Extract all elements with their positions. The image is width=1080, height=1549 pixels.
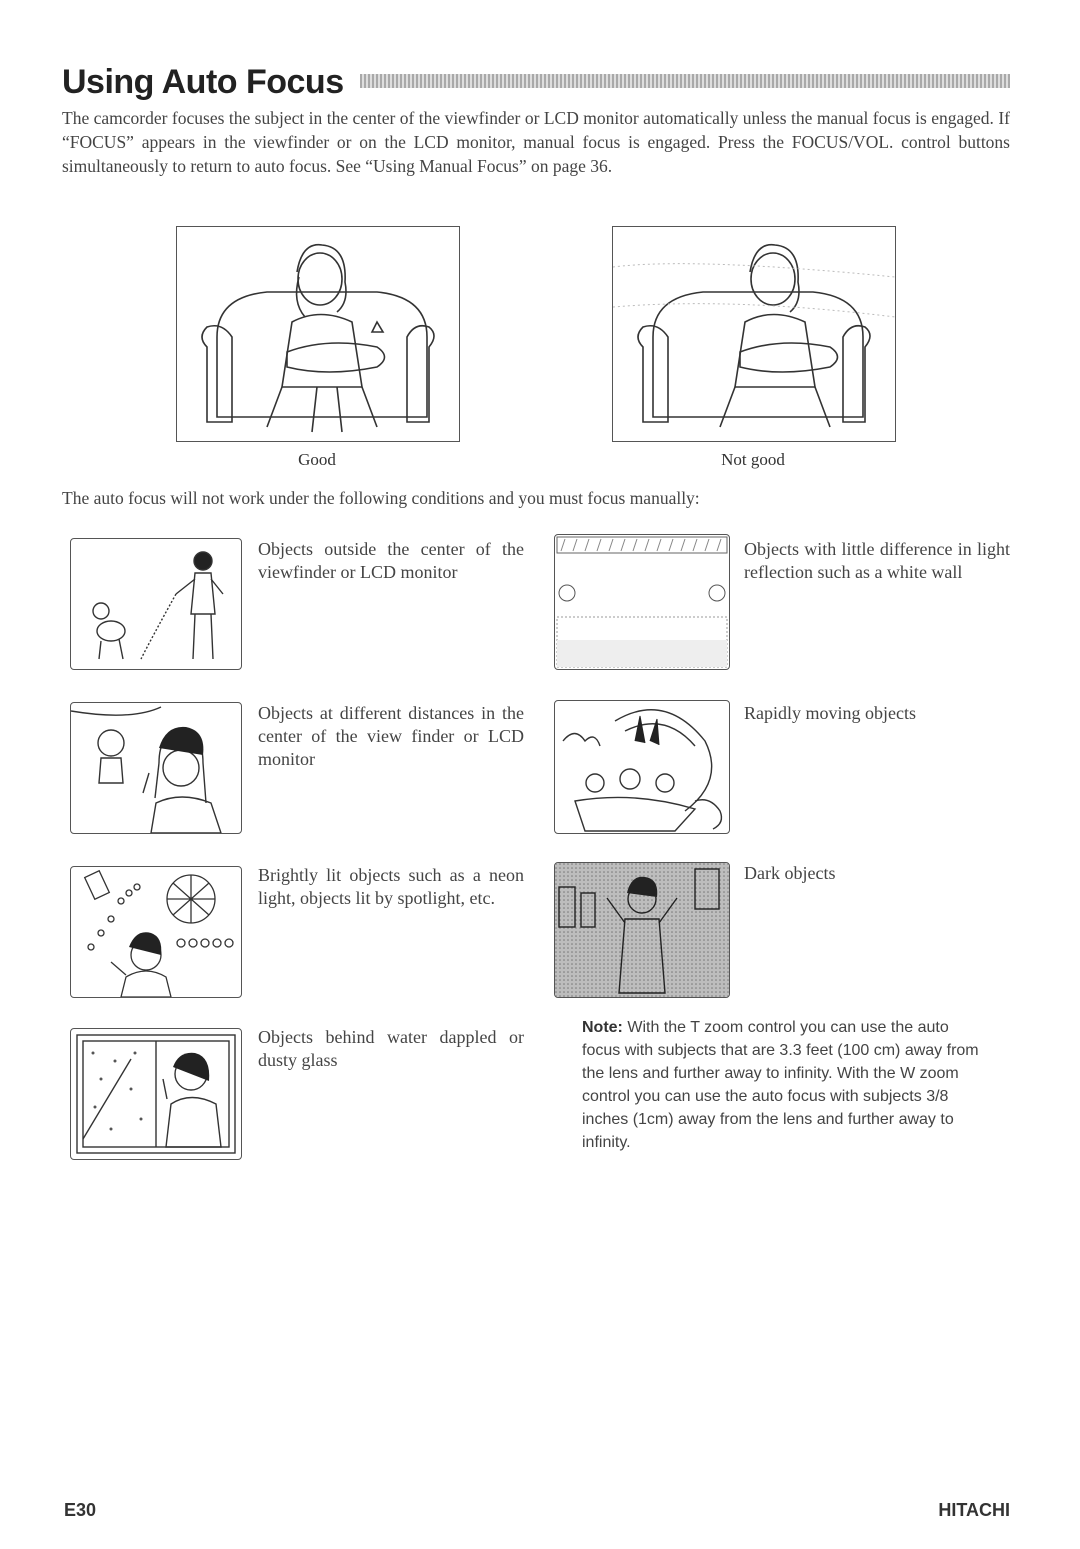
note-text: With the T zoom control you can use the auto focus with subjects that are 3.3 feet (100 cm) away from the lens and further away to infinity. With the W zoom control you can use the auto focus with subjects 3/8 inches (1cm) away from the lens and further away to infinity. <box>582 1019 979 1151</box>
woman-with-cat-sharp-illustration <box>177 227 459 441</box>
good-caption: Good <box>298 450 336 469</box>
conditions-intro: The auto focus will not work under the following conditions and you must focus manually: <box>62 488 700 508</box>
spotlight-illustration <box>71 867 241 997</box>
note-label: Note: <box>582 1019 623 1036</box>
condition-image-moving-objects <box>554 700 730 834</box>
condition-image-different-distances <box>70 702 242 834</box>
title-row <box>62 62 1012 102</box>
not-good-example-frame <box>612 226 896 442</box>
condition-text-dappled-glass: Objects behind water dappled or dusty glass <box>258 1027 524 1070</box>
condition-text-outside-center: Objects outside the center of the viewfinder or LCD monitor <box>258 539 524 582</box>
dark-scene-illustration <box>555 863 729 997</box>
not-good-caption: Not good <box>721 450 785 469</box>
page-number: E30 <box>64 1500 97 1520</box>
condition-image-dark-objects <box>554 862 730 998</box>
girl-with-teddy-illustration <box>71 703 241 833</box>
white-wall-illustration <box>555 535 729 669</box>
condition-image-bright-light <box>70 866 242 998</box>
brand-name: HITACHI <box>938 1500 1010 1520</box>
condition-text-white-wall: Objects with little difference in light reflection such as a white wall <box>744 539 1010 582</box>
condition-text-dark-objects: Dark objects <box>744 863 836 883</box>
condition-image-white-wall <box>554 534 730 670</box>
condition-image-outside-center <box>70 538 242 670</box>
woman-with-cat-blurred-illustration <box>613 227 895 441</box>
girl-with-dog-illustration <box>71 539 241 669</box>
zoom-note <box>582 1016 984 1154</box>
condition-image-dappled-glass <box>70 1028 242 1160</box>
good-example-frame <box>176 226 460 442</box>
condition-text-moving-objects: Rapidly moving objects <box>744 703 916 723</box>
intro-paragraph: The camcorder focuses the subject in the center of the viewfinder or LCD monitor automatically unless the manual focus is engaged. If “FOCUS” appears in the viewfinder or on the LCD monitor, manual focus is engaged. Press the FOCUS/VOL. control buttons simultaneously to return to auto focus. See “Using Manual Focus” on page 36. <box>62 108 1010 176</box>
page-title: Using Auto Focus <box>62 63 344 101</box>
rainy-window-illustration <box>71 1029 241 1159</box>
condition-text-different-distances: Objects at different distances in the center of the view finder or LCD monitor <box>258 703 524 769</box>
condition-text-bright-light: Brightly lit objects such as a neon light, objects lit by spotlight, etc. <box>258 865 524 908</box>
title-decorative-bar <box>360 74 1010 88</box>
ferris-wheel-illustration <box>555 701 729 833</box>
